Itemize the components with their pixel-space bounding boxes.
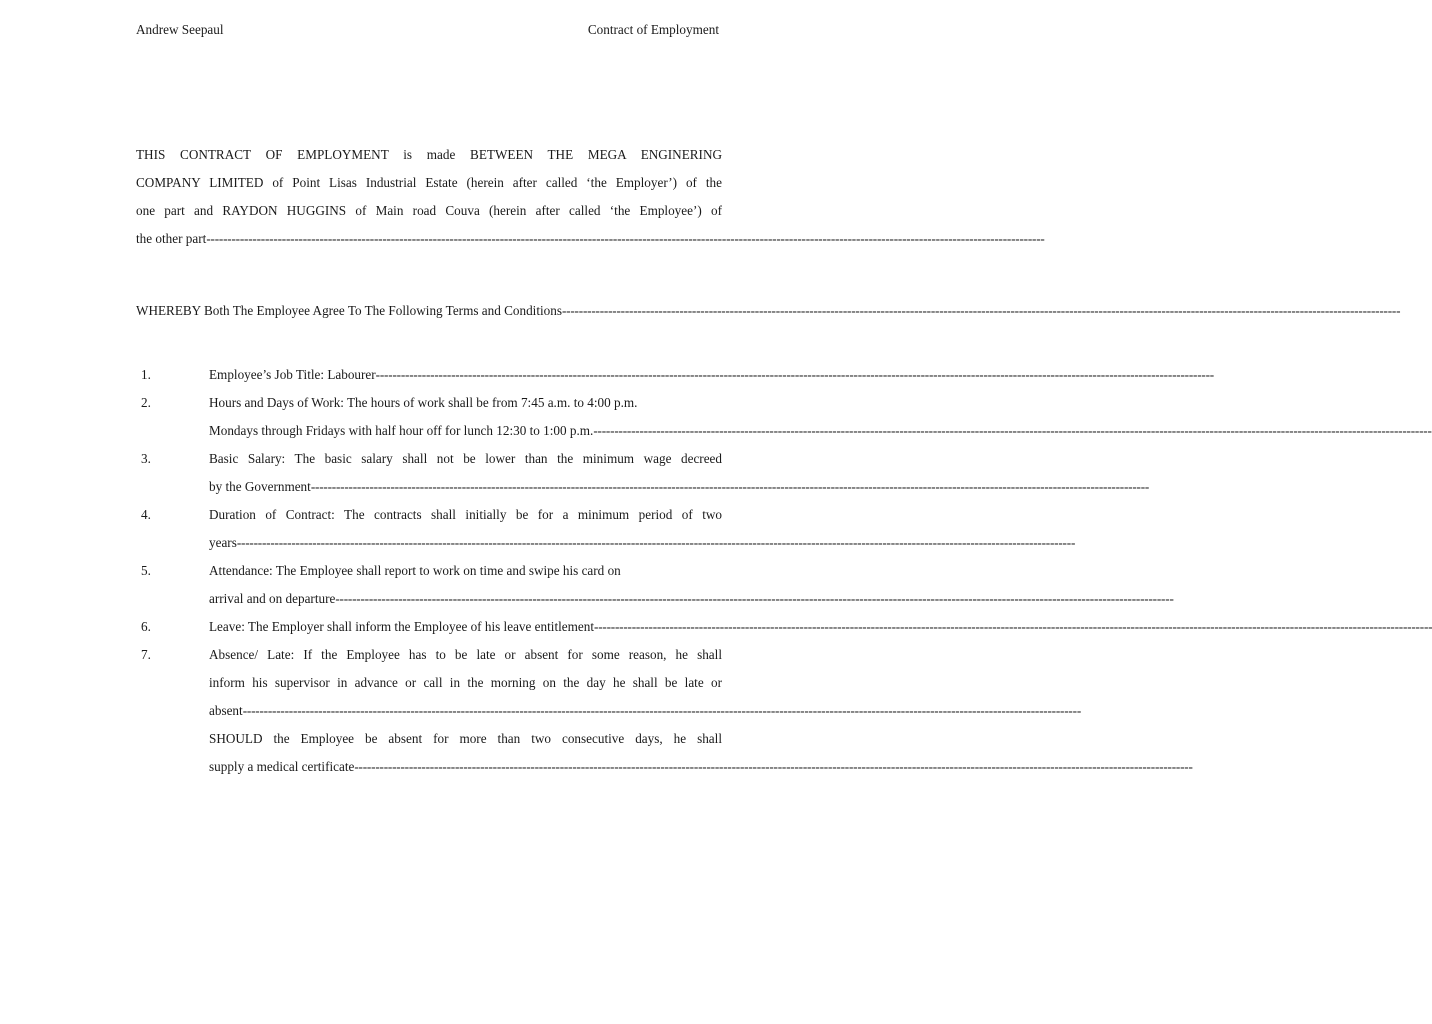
intro-paragraph [136,146,1045,258]
item-number: 5. [141,563,151,578]
dash-leader: -------------------------------------------------------------------------------------------------------------------------------------------------------------------------------------------------------- [310,479,1150,494]
list-item: 5. Attendance: The Employee shall report to work on time and swipe his card on arrival and on departure -------------------------------------------------------------------------------------------------------------------------------------------------------------------------------------------------------- [136,562,722,618]
list-item: 4. Duration of Contract: The contracts shall initially be for a minimum period of two years -------------------------------------------------------------------------------------------------------------------------------------------------------------------------------------------------------- [136,506,722,562]
intro-line: COMPANY LIMITED of Point Lisas Industrial Estate (herein after called ‘the Employer’) of the [136,175,722,190]
item-number: 1. [141,367,151,382]
header-doc-title: Contract of Employment [587,22,719,37]
dash-leader: -------------------------------------------------------------------------------------------------------------------------------------------------------------------------------------------------------- [242,703,1082,718]
list-item: 6. Leave: The Employer shall inform the Employee of his leave entitlement -------------------------------------------------------------------------------------------------------------------------------------------------------------------------------------------------------- [136,618,722,646]
item-number: 6. [141,619,151,634]
list-item: 1. Employee’s Job Title: Labourer -------------------------------------------------------------------------------------------------------------------------------------------------------------------------------------------------------- [136,366,722,394]
item-number: 7. [141,647,151,662]
item-number: 3. [141,451,151,466]
dash-leader: -------------------------------------------------------------------------------------------------------------------------------------------------------------------------------------------------------- [375,367,1214,382]
dash-leader: -------------------------------------------------------------------------------------------------------------------------------------------------------------------------------------------------------- [594,619,1432,634]
dash-leader: -------------------------------------------------------------------------------------------------------------------------------------------------------------------------------------------------------- [354,759,1193,774]
intro-line: THIS CONTRACT OF EMPLOYMENT is made BETWEEN THE MEGA ENGINERING [136,147,722,162]
dash-leader: -------------------------------------------------------------------------------------------------------------------------------------------------------------------------------------------------------- [335,591,1174,606]
list-item: 2. Hours and Days of Work: The hours of work shall be from 7:45 a.m. to 4:00 p.m. Mondays through Fridays with half hour off for lunch 12:30 to 1:00 p.m. -------------------------------------------------------------------------------------------------------------------------------------------------------------------------------------------------------- [136,394,722,450]
whereby-line: WHEREBY Both The Employee Agree To The Following Terms and Conditions -------------------------------------------------------------------------------------------------------------------------------------------------------------------------------------------------------- [136,302,722,330]
terms-list [136,366,1432,786]
intro-line: one part and RAYDON HUGGINS of Main road Couva (herein after called ‘the Employee’) of [136,203,722,218]
intro-line: the other part -------------------------------------------------------------------------------------------------------------------------------------------------------------------------------------------------------- [136,230,722,258]
list-item: 3. Basic Salary: The basic salary shall not be lower than the minimum wage decreed by the Government -------------------------------------------------------------------------------------------------------------------------------------------------------------------------------------------------------- [136,450,722,506]
dash-leader: -------------------------------------------------------------------------------------------------------------------------------------------------------------------------------------------------------- [561,303,1401,318]
dash-leader: -------------------------------------------------------------------------------------------------------------------------------------------------------------------------------------------------------- [206,231,1045,246]
item-number: 4. [141,507,151,522]
whereby-paragraph [136,302,1401,330]
dash-leader: -------------------------------------------------------------------------------------------------------------------------------------------------------------------------------------------------------- [236,535,1076,550]
list-item: 7. Absence/ Late: If the Employee has to be late or absent for some reason, he shall inform his supervisor in advance or call in the morning on the day he shall be late or absent -------------------------------------------------------------------------------------------------------------------------------------------------------------------------------------------------------- SHOULD the Employee be absent for more than two consecutive days, he shall supply a medical certificate -------------------------------------------------------------------------------------------------------------------------------------------------------------------------------------------------------- [136,646,722,786]
header-author: Andrew Seepaul [136,22,224,37]
item-number: 2. [141,395,151,410]
dash-leader: -------------------------------------------------------------------------------------------------------------------------------------------------------------------------------------------------------- [593,423,1432,438]
